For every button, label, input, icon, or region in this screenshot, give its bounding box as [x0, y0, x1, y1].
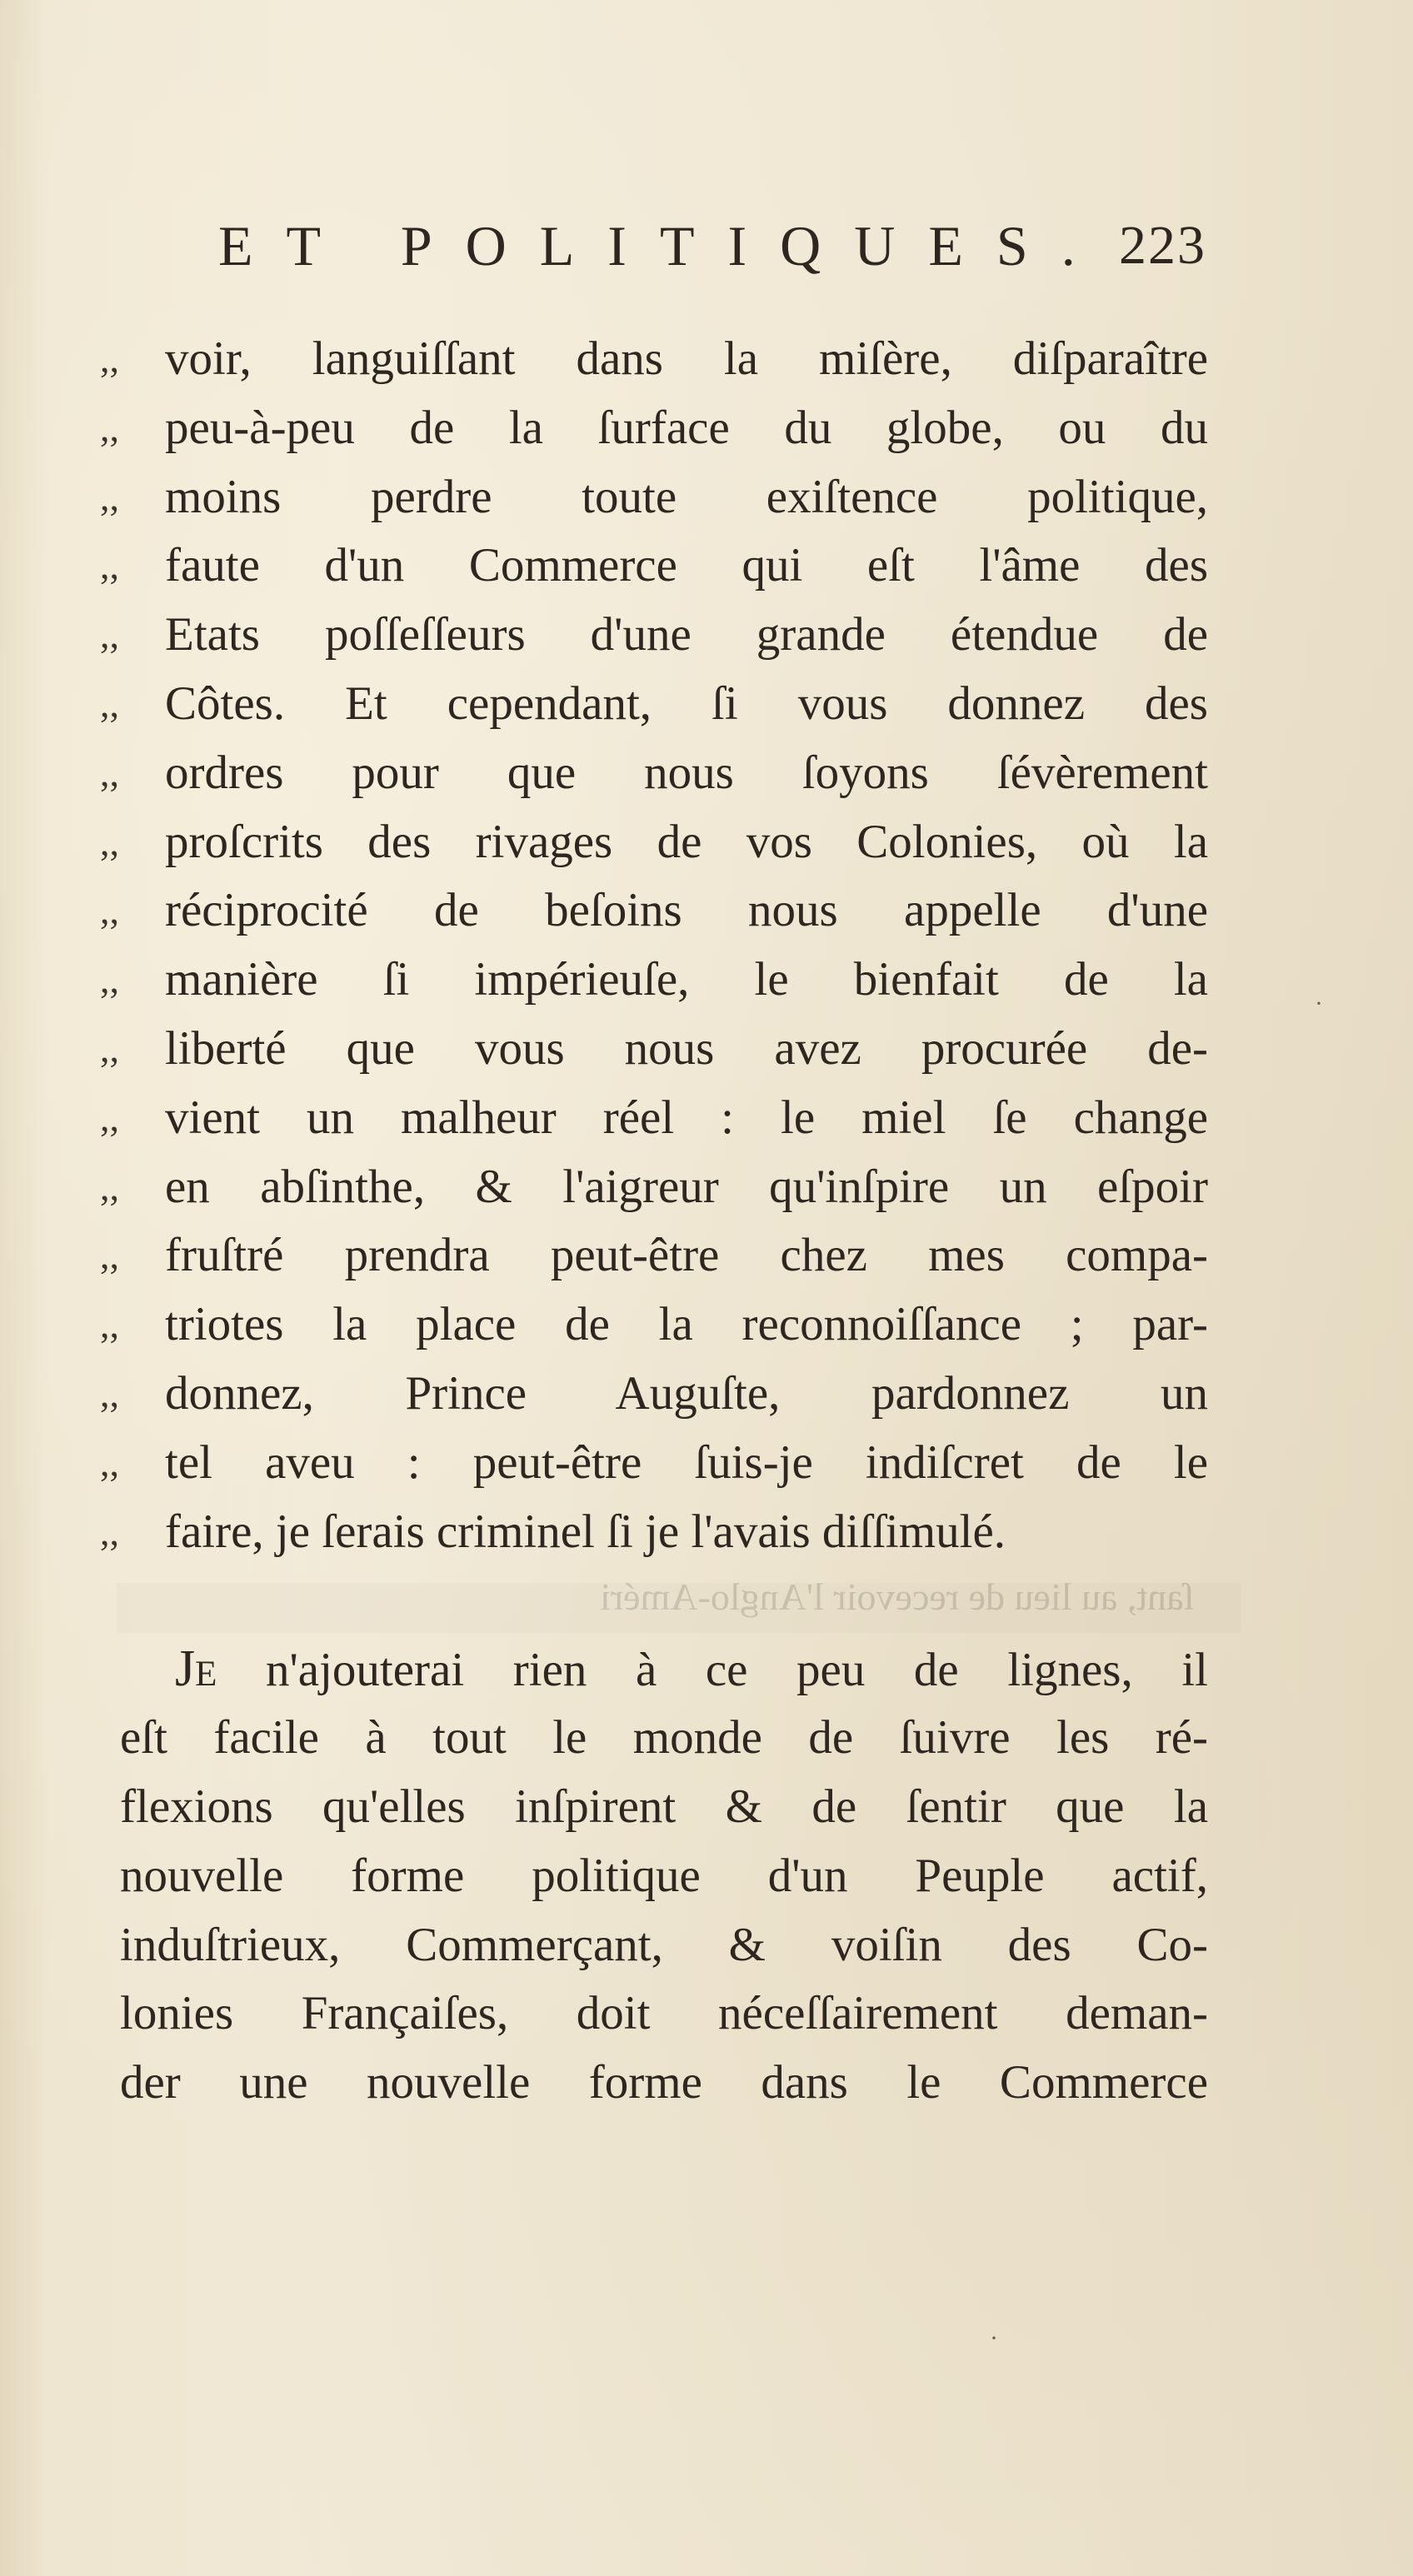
quoted-line	[100, 394, 1208, 463]
quoted-line	[100, 876, 1208, 946]
quotation-mark: ,,	[100, 751, 119, 794]
quoted-line	[100, 1498, 1208, 1567]
line-text: liberté que vous nous avez procurée de-	[165, 1021, 1208, 1075]
quoted-line	[100, 1153, 1208, 1222]
line-text: lonies Françaiſes, doit néceſſairement deman-	[120, 1987, 1208, 2040]
line-text: vient un malheur réel : le miel ſe change	[165, 1091, 1208, 1144]
quoted-line	[100, 1084, 1208, 1153]
quoted-line	[100, 739, 1208, 808]
line-text: faute d'un Commerce qui eſt l'âme des	[165, 539, 1208, 592]
quotation-mark: ,,	[100, 1510, 119, 1553]
quoted-line	[100, 1290, 1208, 1360]
paragraph-line	[100, 1979, 1208, 2049]
quoted-line	[100, 532, 1208, 601]
running-title: ET POLITIQUES.	[218, 214, 1109, 277]
second-paragraph	[100, 1635, 1208, 2118]
line-text: Côtes. Et cependant, ſi vous donnez des	[165, 676, 1208, 730]
quotation-mark: ,,	[100, 544, 119, 587]
line-text: voir, languiſſant dans la miſère, diſparaître	[165, 332, 1208, 385]
page-header	[218, 208, 1206, 283]
quotation-mark: ,,	[100, 1165, 119, 1208]
quotation-mark: ,,	[100, 1371, 119, 1415]
line-text: triotes la place de la reconnoiſſance ; par-	[165, 1298, 1208, 1351]
paragraph-line	[100, 1635, 1208, 1704]
quotation-mark: ,,	[100, 889, 119, 932]
line-text: eſt facile à tout le monde de ſuivre les ré-	[120, 1711, 1208, 1765]
speck-mark: ·	[1315, 990, 1323, 1017]
line-text: faire, je ſerais criminel ſi je l'avais diſſimulé.	[165, 1505, 1006, 1558]
quotation-mark: ,,	[100, 1026, 119, 1070]
paragraph-line	[100, 1842, 1208, 1911]
line-text: réciprocité de beſoins nous appelle d'une	[165, 884, 1208, 937]
quoted-line	[100, 1015, 1208, 1084]
line-text: donnez, Prince Auguſte, pardonnez un	[165, 1366, 1208, 1420]
quotation-mark: ,,	[100, 681, 119, 725]
line-text: fruſtré prendra peut-être chez mes compa-	[165, 1229, 1208, 1282]
quoted-line	[100, 1360, 1208, 1429]
page-number: 223	[1119, 215, 1206, 276]
quotation-mark: ,,	[100, 820, 119, 863]
first-line-rest: n'ajouterai rien à ce peu de lignes, il	[266, 1644, 1208, 1697]
quoted-line	[100, 670, 1208, 739]
drop-initial: Je	[175, 1640, 217, 1698]
line-text: en abſinthe, & l'aigreur qu'inſpire un eſpoir	[165, 1160, 1208, 1213]
paragraph-line	[100, 2049, 1208, 2118]
line-text: induſtrieux, Commerçant, & voiſin des Co-	[120, 1918, 1208, 1971]
line-text: der une nouvelle forme dans le Commerce	[120, 2056, 1208, 2109]
quotation-mark: ,,	[100, 613, 119, 656]
quoted-line	[100, 601, 1208, 670]
quotation-mark: ,,	[100, 1096, 119, 1139]
quotation-mark: ,,	[100, 1440, 119, 1484]
quotation-mark: ,,	[100, 958, 119, 1001]
quoted-line	[100, 1429, 1208, 1498]
quoted-line	[100, 325, 1208, 394]
quotation-mark: ,,	[100, 337, 119, 380]
line-text	[175, 1635, 1208, 1705]
paragraph-line	[100, 1911, 1208, 1980]
line-text: flexions qu'elles inſpirent & de ſentir que la	[120, 1780, 1208, 1833]
bleed-through-text: ſant, au lieu de recevoir l'Anglo-Améri	[600, 1575, 1195, 1618]
line-text: moins perdre toute exiſtence politique,	[165, 470, 1208, 523]
quotation-mark: ,,	[100, 406, 119, 449]
line-text: proſcrits des rivages de vos Colonies, où la	[165, 815, 1208, 868]
quoted-paragraph	[100, 325, 1208, 1566]
quotation-mark: ,,	[100, 1303, 119, 1346]
paragraph-gap	[100, 1566, 1208, 1635]
line-text: Etats poſſeſſeurs d'une grande étendue de	[165, 608, 1208, 661]
line-text: peu-à-peu de la ſurface du globe, ou du	[165, 401, 1208, 454]
speck-mark: ·	[990, 2324, 998, 2352]
line-text: manière ſi impérieuſe, le bienfait de la	[165, 953, 1208, 1006]
line-text: ordres pour que nous ſoyons ſévèrement	[165, 746, 1208, 799]
quoted-line	[100, 946, 1208, 1015]
paragraph-line	[100, 1773, 1208, 1842]
line-text: tel aveu : peut-être ſuis-je indiſcret de le	[165, 1435, 1208, 1489]
body-text	[100, 325, 1208, 2118]
quoted-line	[100, 1221, 1208, 1290]
paragraph-line	[100, 1704, 1208, 1773]
quotation-mark: ,,	[100, 1234, 119, 1277]
quoted-line	[100, 463, 1208, 532]
quoted-line	[100, 808, 1208, 877]
quotation-mark: ,,	[100, 475, 119, 518]
line-text: nouvelle forme politique d'un Peuple actif,	[120, 1849, 1208, 1902]
